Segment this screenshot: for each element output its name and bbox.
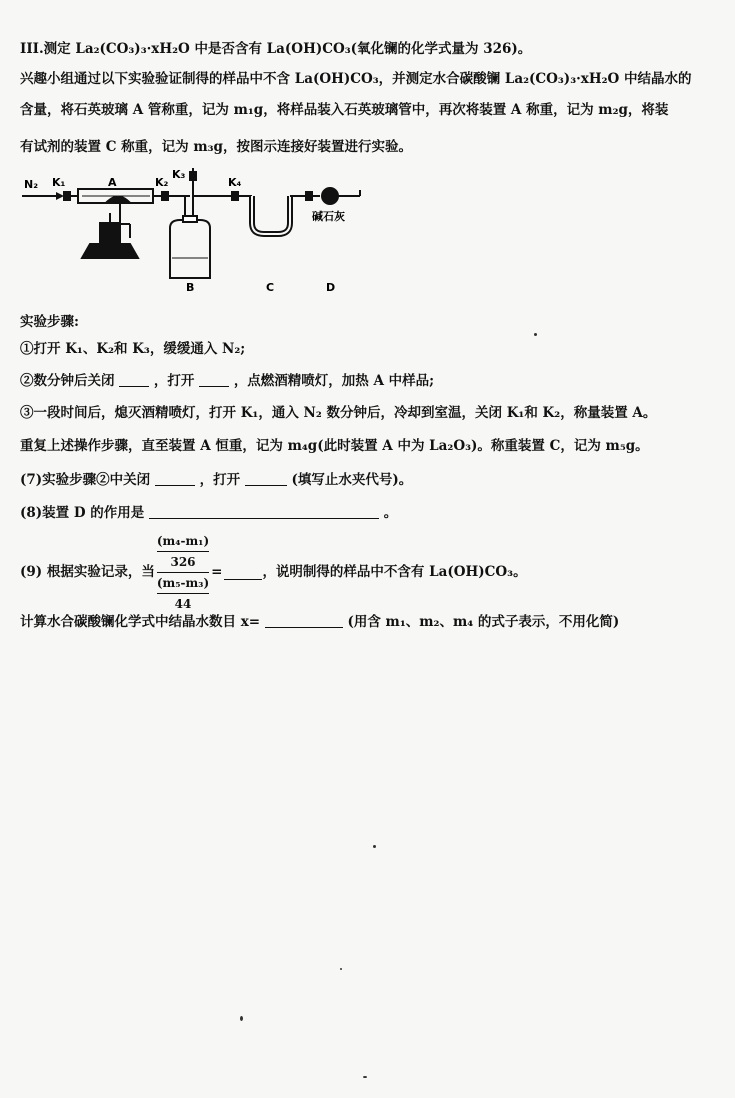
label-b: B	[186, 281, 195, 293]
q9-blank[interactable]	[224, 565, 262, 580]
q8-text-a: (8)装置 D 的作用是	[20, 505, 145, 521]
q7-blank-2[interactable]	[245, 471, 287, 486]
step-2-text-c: ，点燃酒精喷灯，加热 A 中样品;	[233, 373, 435, 389]
step-2	[20, 372, 434, 390]
apparatus-diagram	[20, 168, 380, 293]
q10-blank[interactable]	[265, 613, 343, 628]
steps-heading: 实验步骤:	[20, 314, 79, 330]
step-2-blank-2[interactable]	[199, 372, 229, 387]
step-2-text-a: ②数分钟后关闭	[20, 373, 115, 389]
q9-text-b: ，说明制得的样品中不含有 La(OH)CO₃。	[262, 564, 527, 580]
q8-blank[interactable]	[149, 504, 379, 519]
q8-text-b: 。	[383, 505, 398, 521]
scan-speck	[340, 968, 342, 970]
question-7	[20, 471, 412, 489]
scan-speck	[534, 333, 537, 336]
step-2-blank-1[interactable]	[119, 372, 149, 387]
label-n2: N₂	[24, 178, 39, 191]
question-9	[20, 533, 527, 611]
q10-text-a: 计算水合碳酸镧化学式中结晶水数目 x=	[20, 614, 261, 630]
q10-text-b: (用含 m₁、m₂、m₄ 的式子表示，不用化简)	[347, 614, 620, 630]
q9-num-top: (m₄-m₁)	[156, 533, 210, 548]
q7-blank-1[interactable]	[155, 471, 195, 486]
intro-line-3: 有试剂的装置 C 称重，记为 m₃g，按图示连接好装置进行实验。	[20, 139, 412, 155]
label-soda-lime: 碱石灰	[312, 210, 345, 223]
q9-text-a: (9) 根据实验记录，当	[20, 564, 155, 580]
label-c: C	[266, 281, 275, 293]
step-3: ③一段时间后，熄灭酒精喷灯，打开 K₁，通入 N₂ 数分钟后，冷却到室温，关闭 K₁和 K₂，称量装置 A。	[20, 405, 657, 421]
label-k3: K₃	[172, 168, 186, 181]
q7-text-b: ，打开	[199, 472, 241, 488]
q7-text-a: (7)实验步骤②中关闭	[20, 472, 151, 488]
label-k2: K₂	[155, 176, 169, 189]
label-d: D	[326, 281, 336, 293]
label-k4: K₄	[228, 176, 242, 189]
label-a: A	[108, 176, 117, 189]
q9-fraction	[157, 532, 209, 613]
scan-speck	[373, 845, 376, 848]
question-8	[20, 504, 397, 522]
intro-line-1: 兴趣小组通过以下实验验证制得的样品中不含 La(OH)CO₃，并测定水合碳酸镧 La₂(CO₃)₃·xH₂O 中结晶水的	[20, 71, 692, 87]
q7-text-c: (填写止水夹代号)。	[291, 472, 413, 488]
q9-den-top: (m₅-m₃)	[156, 575, 210, 590]
label-k1: K₁	[52, 176, 66, 189]
q9-num-bottom: 326	[170, 554, 196, 569]
step-4: 重复上述操作步骤，直至装置 A 恒重，记为 m₄g(此时装置 A 中为 La₂O₃)。称重装置 C，记为 m₅g。	[20, 438, 649, 454]
q9-den-bottom: 44	[174, 596, 192, 611]
q9-equals: =	[211, 564, 223, 580]
question-10	[20, 613, 619, 631]
step-1: ①打开 K₁、K₂和 K₃，缓缓通入 N₂;	[20, 341, 246, 357]
scan-speck	[240, 1016, 243, 1021]
scan-speck	[363, 1076, 367, 1078]
intro-line-2: 含量，将石英玻璃 A 管称重，记为 m₁g，将样品装入石英玻璃管中，再次将装置 A 称重，记为 m₂g，将装	[20, 102, 669, 118]
section-header: III.测定 La₂(CO₃)₃·xH₂O 中是否含有 La(OH)CO₃(氧化镧的化学式量为 326)。	[20, 41, 532, 57]
step-2-text-b: ，打开	[153, 373, 195, 389]
